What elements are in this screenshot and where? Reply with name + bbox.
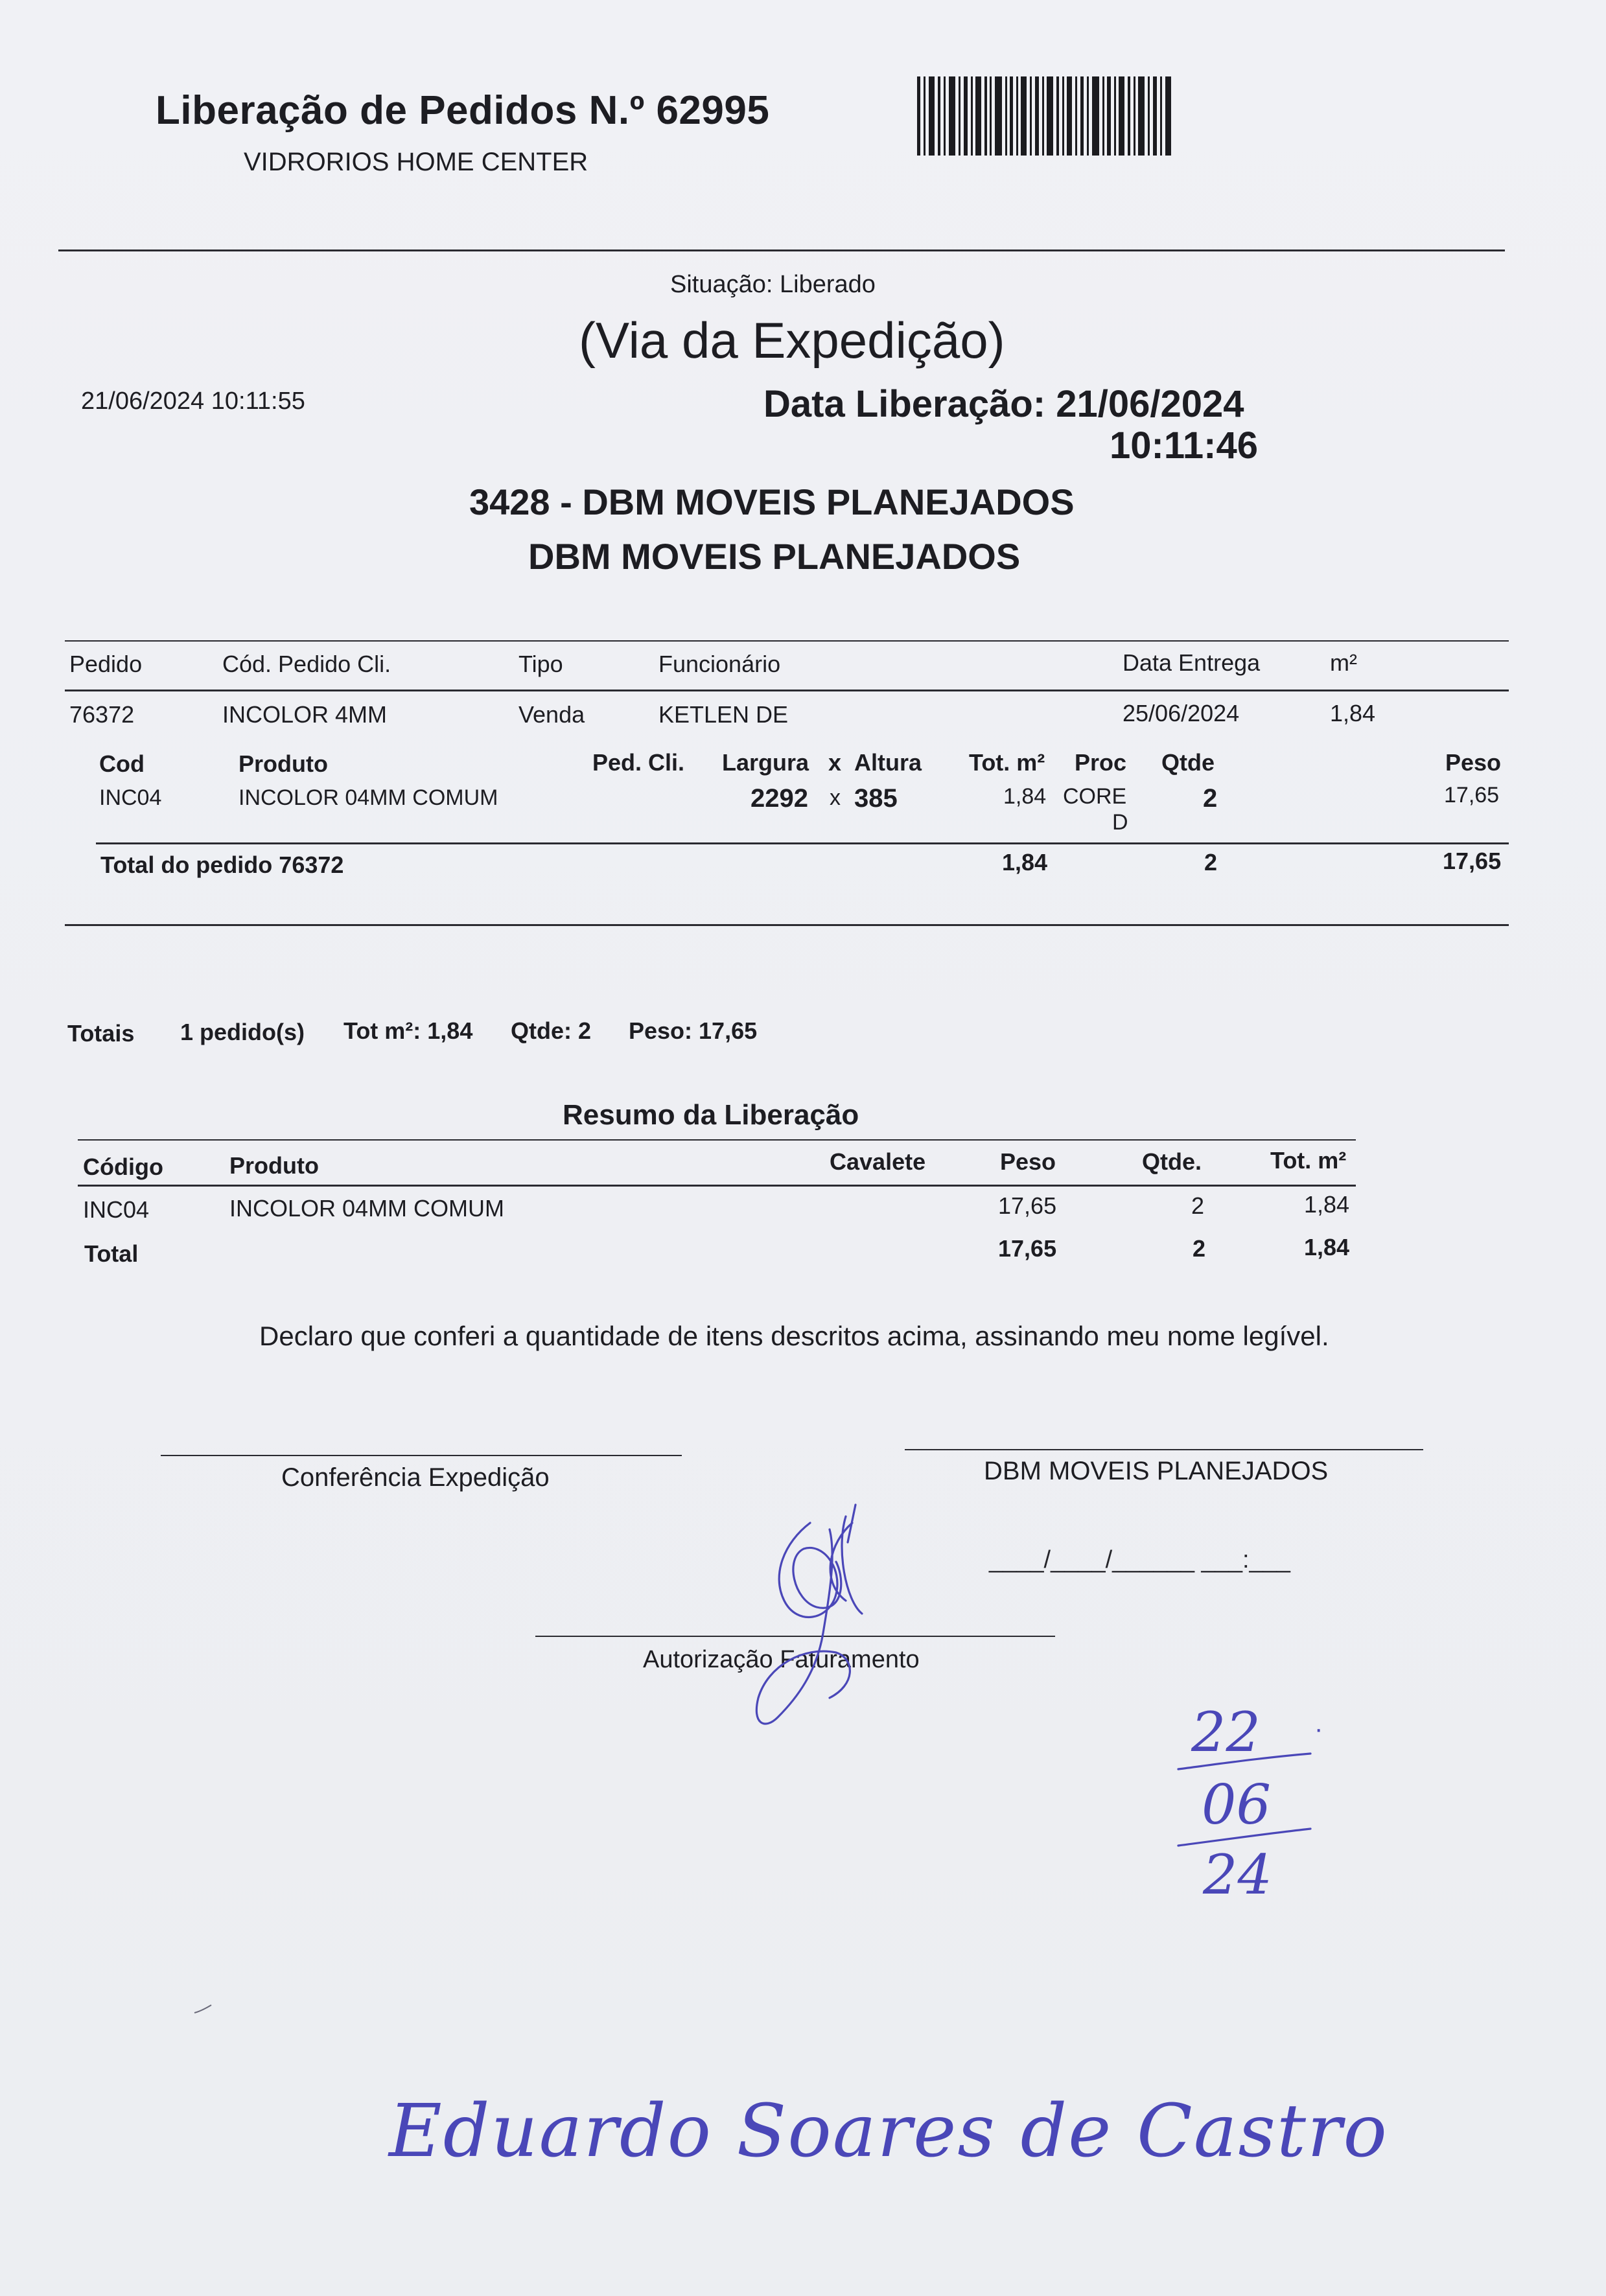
resumo-header-rule (78, 1185, 1356, 1187)
items-col-qtde: Qtde (1161, 749, 1215, 776)
data-liberacao: Data Liberação: 21/06/2024 (763, 383, 1244, 425)
cell-cod-pedido-cli: INCOLOR 4MM (222, 701, 388, 728)
barcode (917, 76, 1174, 156)
order-total-peso: 17,65 (1443, 848, 1502, 874)
resumo-col-produto: Produto (229, 1152, 319, 1179)
cell-m2: 1,84 (1330, 700, 1376, 726)
item-tot-m2: 1,84 (1003, 784, 1047, 809)
item-cod: INC04 (99, 785, 162, 810)
order-total-label: Total do pedido 76372 (100, 852, 344, 878)
totais-qtde: Qtde: 2 (511, 1017, 592, 1044)
items-col-cod: Cod (99, 750, 145, 777)
totais-pedidos: 1 pedido(s) (180, 1019, 305, 1045)
resumo-cell-qtde: 2 (1191, 1192, 1205, 1219)
handwritten-day: 22 (1191, 1700, 1261, 1764)
conferencia-label: Conferência Expedição (281, 1463, 550, 1492)
totais-tot-m2: Tot m²: 1,84 (343, 1017, 473, 1044)
document-title: Liberação de Pedidos N.º 62995 (156, 88, 770, 133)
items-col-largura: Largura (722, 749, 809, 776)
resumo-top-rule (78, 1139, 1356, 1141)
item-altura: 385 (854, 784, 898, 813)
company-name: VIDRORIOS HOME CENTER (244, 148, 588, 176)
col-pedido: Pedido (69, 651, 143, 677)
handwritten-month: 06 (1202, 1773, 1271, 1837)
resumo-cell-peso: 17,65 (998, 1192, 1057, 1219)
cell-pedido: 76372 (69, 701, 135, 728)
resumo-total-peso: 17,65 (998, 1235, 1057, 1262)
items-total-rule (96, 842, 1509, 844)
col-cod-pedido-cli: Cód. Pedido Cli. (222, 651, 391, 677)
print-timestamp: 21/06/2024 10:11:55 (81, 388, 305, 415)
resumo-title: Resumo da Liberação (563, 1099, 859, 1131)
declaration-text: Declaro que conferi a quantidade de itens descritos acima, assinando meu nome legível. (259, 1321, 1329, 1351)
order-total-qtde: 2 (1204, 849, 1218, 875)
col-data-entrega: Data Entrega (1123, 649, 1261, 676)
client-signature-line (905, 1449, 1423, 1450)
items-col-altura: Altura (854, 749, 922, 776)
resumo-cell-codigo: INC04 (83, 1196, 150, 1223)
totais-label: Totais (67, 1020, 135, 1047)
situacao-status: Situação: Liberado (670, 271, 876, 298)
resumo-total-tot-m2: 1,84 (1304, 1234, 1350, 1260)
resumo-col-codigo: Código (83, 1154, 163, 1180)
item-peso: 17,65 (1444, 783, 1500, 807)
item-x: x (830, 785, 841, 810)
items-col-ped-cli: Ped. Cli. (592, 749, 685, 776)
resumo-col-peso: Peso (1000, 1148, 1056, 1175)
hora-liberacao: 10:11:46 (1110, 424, 1258, 467)
client-name: DBM MOVEIS PLANEJADOS (528, 536, 1021, 577)
item-largura: 2292 (751, 784, 808, 813)
handwritten-year: 24 (1203, 1843, 1272, 1907)
handwritten-dot-mark: · (1314, 1715, 1323, 1743)
client-code-name: 3428 - DBM MOVEIS PLANEJADOS (469, 481, 1075, 522)
conferencia-signature-line (161, 1455, 682, 1456)
order-total-m2: 1,84 (1002, 849, 1048, 875)
client-signature-label: DBM MOVEIS PLANEJADOS (984, 1457, 1329, 1485)
header-divider (58, 249, 1505, 251)
resumo-cell-tot-m2: 1,84 (1304, 1191, 1350, 1218)
via-label: (Via da Expedição) (579, 312, 1005, 369)
stray-pen-mark (192, 2002, 218, 2018)
item-proc: CORE (1063, 784, 1127, 809)
resumo-cell-produto: INCOLOR 04MM COMUM (229, 1195, 505, 1222)
resumo-total-label: Total (84, 1240, 139, 1267)
totais-peso: Peso: 17,65 (629, 1017, 758, 1044)
item-qtde: 2 (1203, 784, 1218, 813)
resumo-col-qtde: Qtde. (1142, 1148, 1202, 1175)
items-col-produto: Produto (239, 750, 328, 777)
col-tipo: Tipo (518, 651, 563, 677)
cell-data-entrega: 25/06/2024 (1123, 700, 1240, 726)
cell-tipo: Venda (518, 701, 585, 728)
handwritten-slash-1 (1173, 1750, 1316, 1776)
resumo-col-cavalete: Cavalete (830, 1148, 926, 1175)
order-section-end-rule (65, 924, 1509, 926)
resumo-col-tot-m2: Tot. m² (1270, 1147, 1347, 1174)
resumo-total-qtde: 2 (1193, 1235, 1206, 1262)
item-proc-wrap: D (1112, 810, 1128, 835)
order-table-top-rule (65, 640, 1509, 642)
handwritten-name: Eduardo Soares de Castro (389, 2089, 1388, 2174)
items-col-tot-m2: Tot. m² (969, 749, 1045, 776)
date-time-blanks: ____/____/______ ___:___ (989, 1546, 1290, 1573)
items-col-proc: Proc (1075, 749, 1127, 776)
items-col-peso: Peso (1445, 749, 1502, 776)
item-produto: INCOLOR 04MM COMUM (239, 785, 498, 810)
col-funcionario: Funcionário (658, 651, 781, 677)
col-m2: m² (1330, 649, 1357, 676)
order-table-header-rule (65, 690, 1509, 691)
items-col-x: x (828, 749, 842, 776)
autorizacao-label: Autorização Faturamento (643, 1646, 920, 1673)
cell-funcionario: KETLEN DE (658, 701, 789, 728)
signature-scribble (732, 1503, 901, 1737)
